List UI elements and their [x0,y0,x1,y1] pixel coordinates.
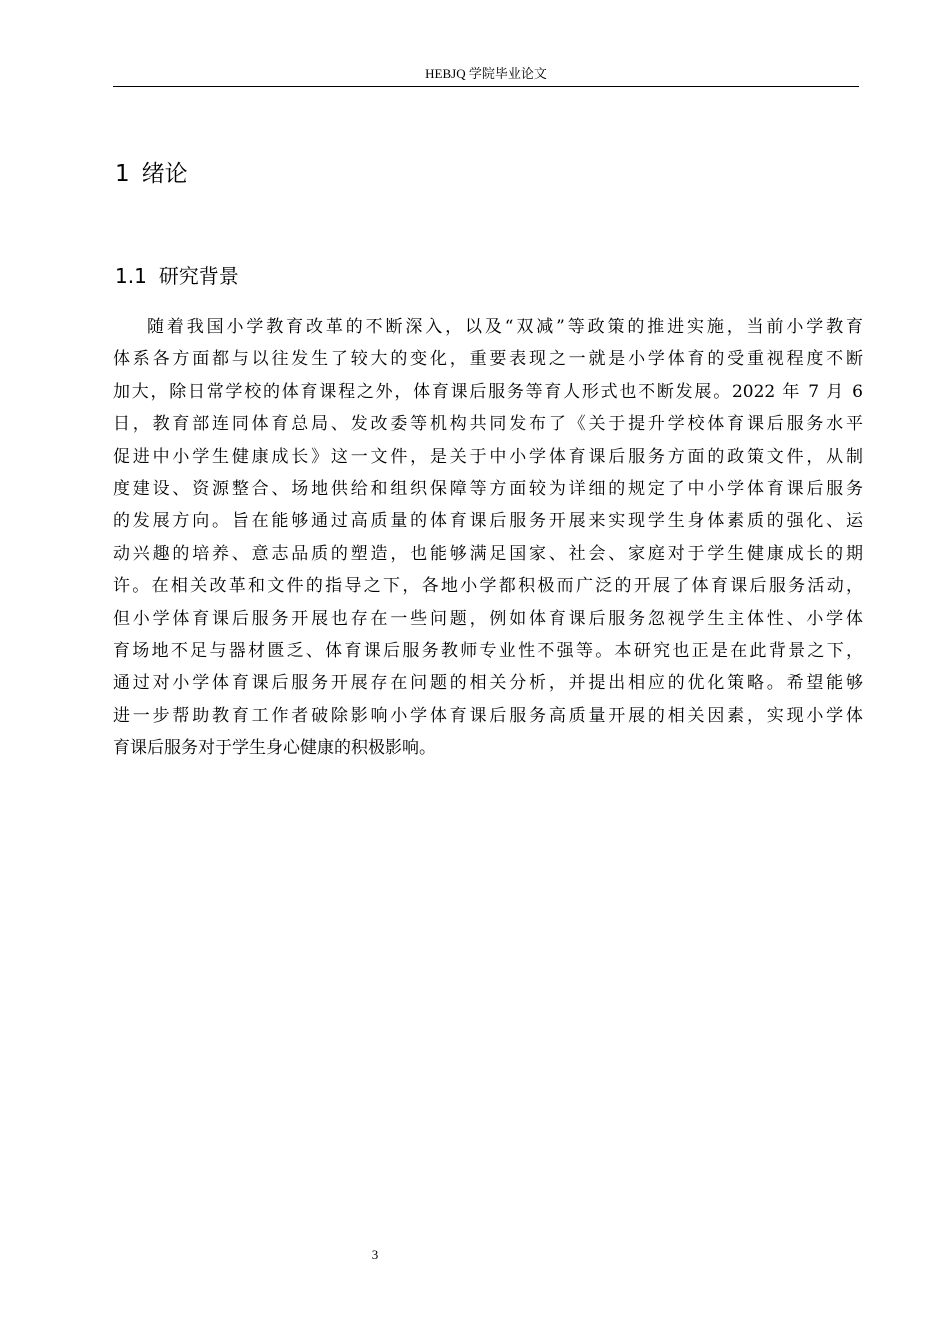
body-paragraph [113,311,863,764]
paragraph-line: 随着我国小学教育改革的不断深入，以及“双减”等政策的推进实施，当前小学教育 [147,317,863,337]
paragraph-line: 加大，除日常学校的体育课程之外，体育课后服务等育人形式也不断发展。2022 年 7 月 6 [113,381,863,402]
paragraph-line: 育课后服务对于学生身心健康的积极影响。 [113,738,436,759]
paragraph-line: 体系各方面都与以往发生了较大的变化，重要表现之一就是小学体育的受重视程度不断 [113,349,863,370]
running-header: HEBJQ 学院毕业论文 [425,66,547,81]
page-number: 3 [371,1247,379,1262]
chapter-title-text: 绪论 [141,161,188,187]
chapter-title [115,158,188,190]
paragraph-line: 促进中小学生健康成长》这一文件，是关于中小学体育课后服务方面的政策文件，从制 [113,446,863,467]
paragraph-line: 许。在相关改革和文件的指导之下，各地小学都积极而广泛的开展了体育课后服务活动， [113,576,863,597]
paragraph-line: 育场地不足与器材匮乏、体育课后服务教师专业性不强等。本研究也正是在此背景之下， [113,640,863,661]
section-number: 1.1 [115,264,147,288]
paragraph-line: 通过对小学体育课后服务开展存在问题的相关分析，并提出相应的优化策略。希望能够 [113,673,863,694]
section-title-text: 研究背景 [158,264,239,288]
paragraph-line: 日，教育部连同体育总局、发改委等机构共同发布了《关于提升学校体育课后服务水平 [113,414,863,435]
chapter-number: 1 [115,161,130,187]
header-rule [113,86,859,87]
paragraph-line: 动兴趣的培养、意志品质的塑造，也能够满足国家、社会、家庭对于学生健康成长的期 [113,543,863,564]
section-title [115,261,239,291]
paragraph-line: 的发展方向。旨在能够通过高质量的体育课后服务开展来实现学生身体素质的强化、运 [113,511,863,532]
paragraph-line: 度建设、资源整合、场地供给和组织保障等方面较为详细的规定了中小学体育课后服务 [113,478,863,499]
paragraph-line: 进一步帮助教育工作者破除影响小学体育课后服务高质量开展的相关因素，实现小学体 [113,705,863,726]
paragraph-line: 但小学体育课后服务开展也存在一些问题，例如体育课后服务忽视学生主体性、小学体 [113,608,863,629]
